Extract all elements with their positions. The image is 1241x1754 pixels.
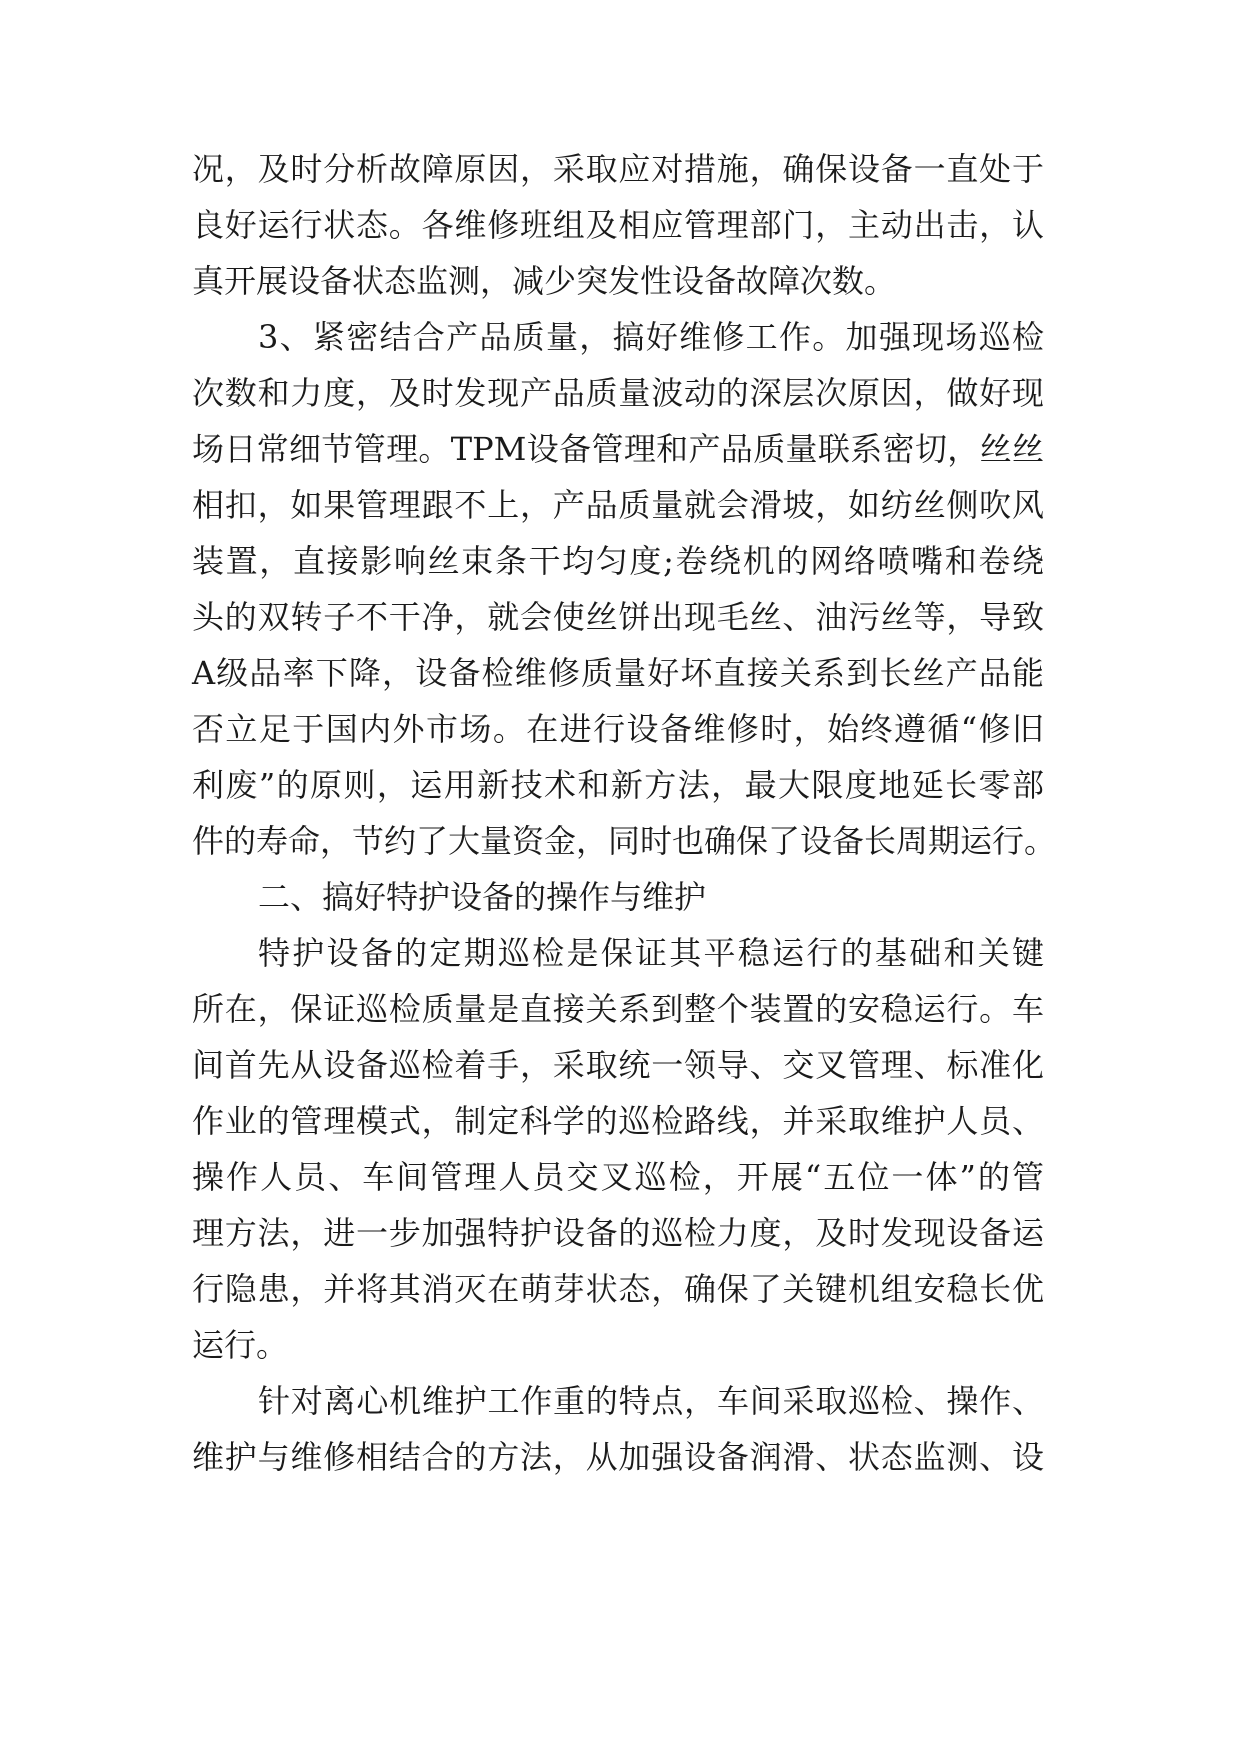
text-line: 行隐患，并将其消灭在萌芽状态，确保了关键机组安稳长优: [192, 1270, 1044, 1308]
text-line: 3、紧密结合产品质量，搞好维修工作。加强现场巡检: [258, 318, 1044, 356]
text-line: 况，及时分析故障原因，采取应对措施，确保设备一直处于: [192, 150, 1044, 188]
text-line: 利废”的原则，运用新技术和新方法，最大限度地延长零部: [192, 766, 1044, 804]
text-line: 操作人员、车间管理人员交叉巡检，开展“五位一体”的管: [192, 1158, 1044, 1196]
text-line: 头的双转子不干净，就会使丝饼出现毛丝、油污丝等，导致: [192, 598, 1044, 636]
text-line: 特护设备的定期巡检是保证其平稳运行的基础和关键: [258, 934, 1044, 972]
text-line: 真开展设备状态监测，减少突发性设备故障次数。: [192, 262, 897, 300]
text-line: 相扣，如果管理跟不上，产品质量就会滑坡，如纺丝侧吹风: [192, 486, 1044, 524]
text-line: 场日常细节管理。TPM设备管理和产品质量联系密切，丝丝: [192, 430, 1044, 468]
section-heading: 二、搞好特护设备的操作与维护: [258, 878, 707, 916]
text-line: 维护与维修相结合的方法，从加强设备润滑、状态监测、设: [192, 1438, 1044, 1476]
text-line: 件的寿命，节约了大量资金，同时也确保了设备长周期运行。: [192, 822, 1057, 860]
text-line: 运行。: [192, 1326, 289, 1364]
text-line: 次数和力度，及时发现产品质量波动的深层次原因，做好现: [192, 374, 1044, 412]
text-line: 装置，直接影响丝束条干均匀度;卷绕机的网络喷嘴和卷绕: [192, 542, 1044, 580]
text-line: 所在，保证巡检质量是直接关系到整个装置的安稳运行。车: [192, 990, 1044, 1028]
text-line: 间首先从设备巡检着手，采取统一领导、交叉管理、标准化: [192, 1046, 1044, 1084]
text-line: 针对离心机维护工作重的特点，车间采取巡检、操作、: [258, 1382, 1044, 1420]
text-line: 理方法，进一步加强特护设备的巡检力度，及时发现设备运: [192, 1214, 1044, 1252]
text-line: 否立足于国内外市场。在进行设备维修时，始终遵循“修旧: [192, 710, 1044, 748]
text-line: 作业的管理模式，制定科学的巡检路线，并采取维护人员、: [192, 1102, 1044, 1140]
text-line: 良好运行状态。各维修班组及相应管理部门，主动出击，认: [192, 206, 1044, 244]
text-line: A级品率下降，设备检维修质量好坏直接关系到长丝产品能: [192, 654, 1044, 692]
